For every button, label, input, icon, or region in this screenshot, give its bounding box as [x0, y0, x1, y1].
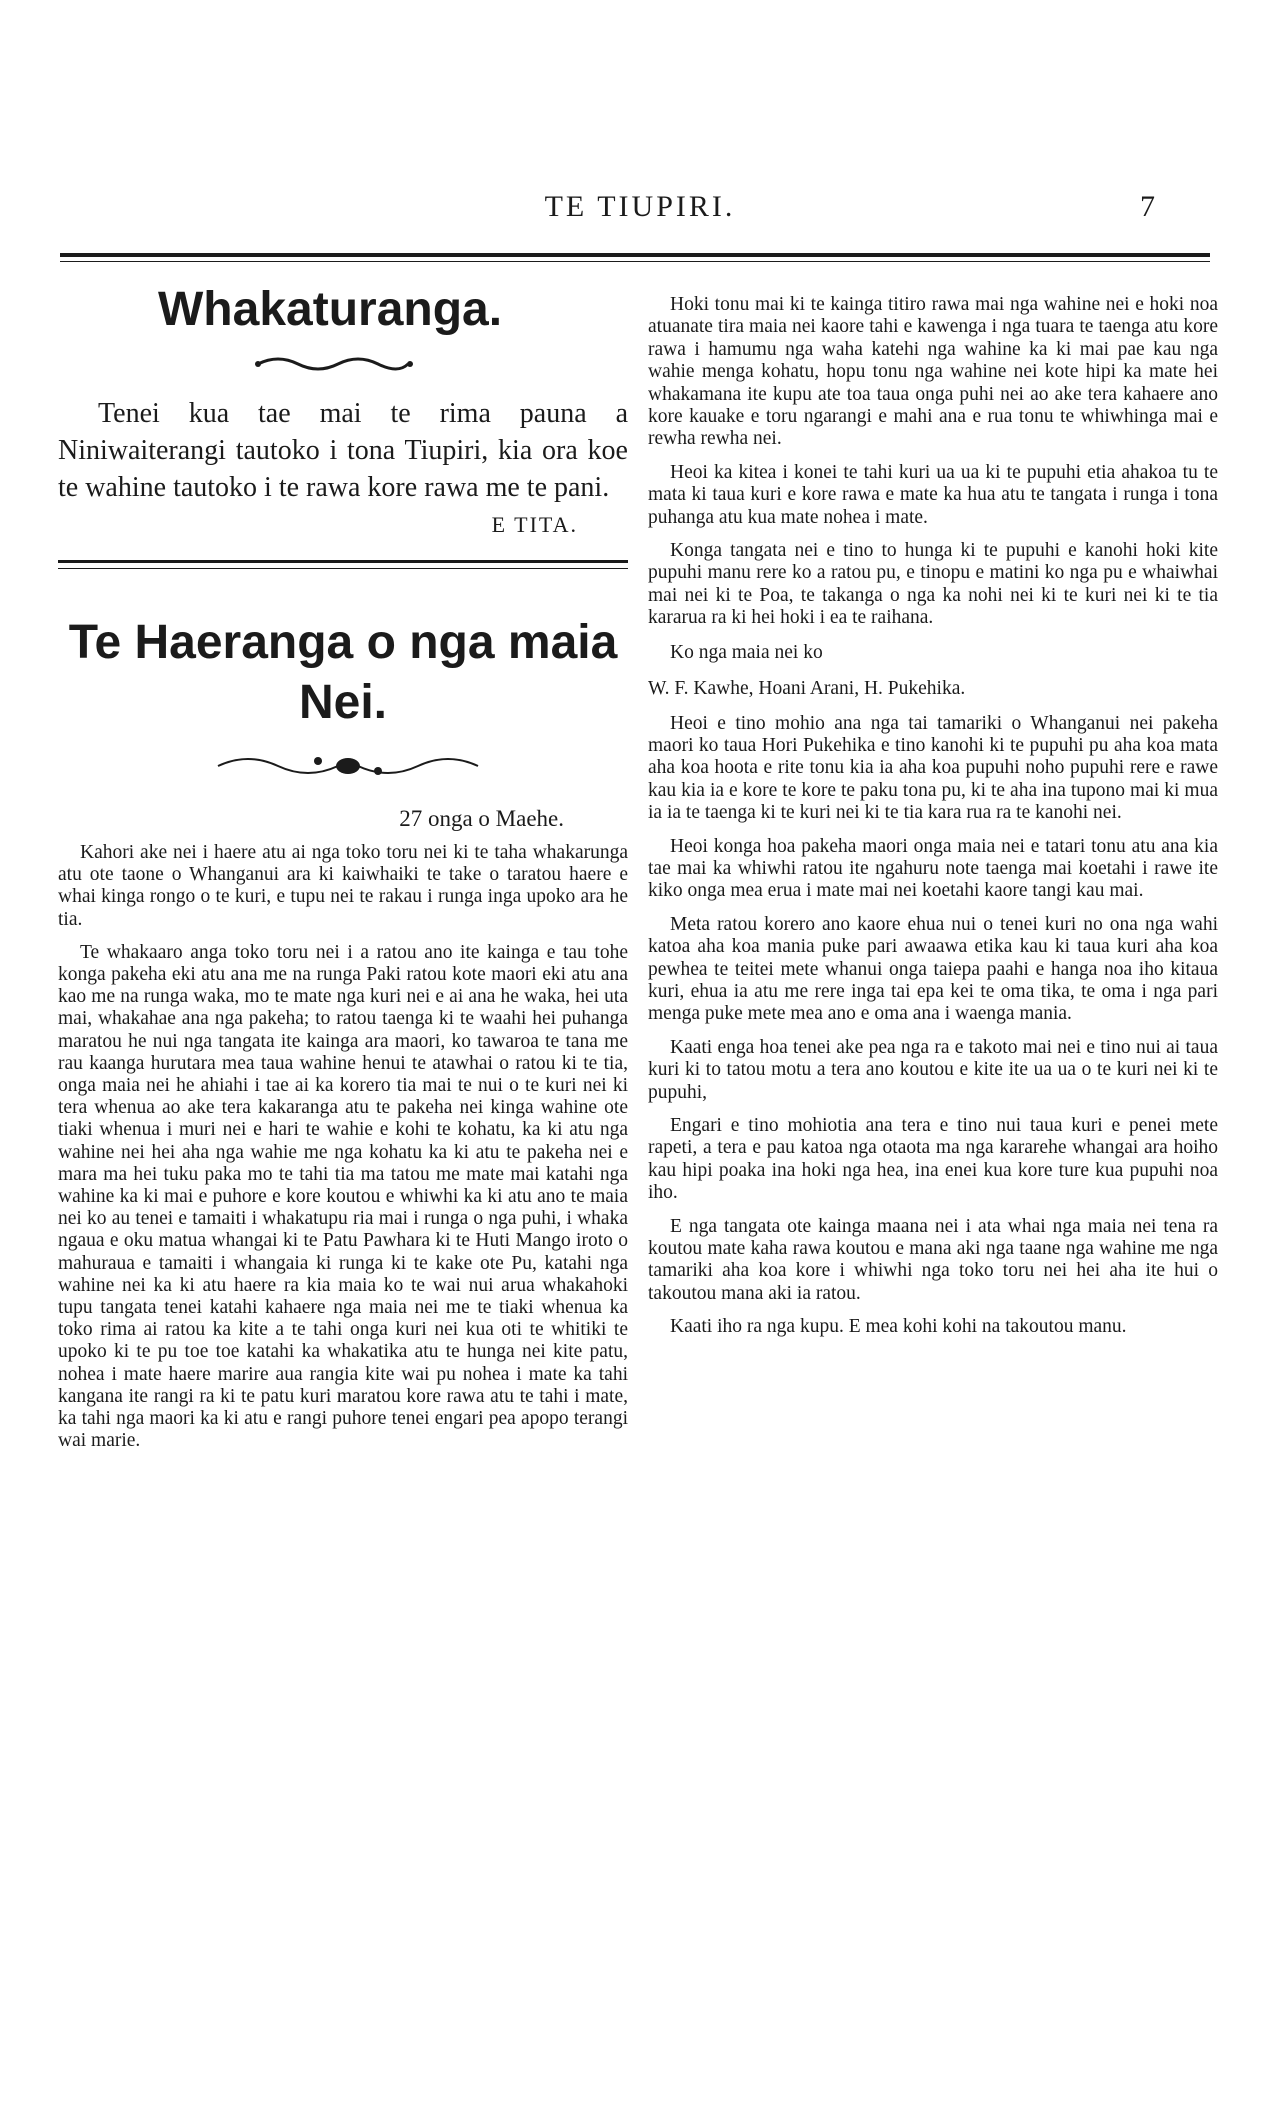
right-column: [648, 294, 1218, 1350]
article-paragraph: Heoi ka kitea i konei te tahi kuri ua ua ki te pupuhi etia ahakoa tu te mata ki taua kuri e kore rawa e mate ka hua atu te tangata i runga i tona puhanga atu kua mate nohea i mate.: [648, 461, 1218, 528]
page-number: 7: [1140, 190, 1155, 223]
signoff-names: W. F. Kawhe, Hoani Arani, H. Pukehika.: [648, 678, 966, 700]
dateline: 27 onga o Maehe.: [399, 806, 564, 831]
left-column: [58, 282, 628, 1463]
swash-ornament-icon: [58, 352, 628, 376]
article-paragraph: Kaati enga hoa tenei ake pea nga ra e takoto mai nei e tino nui ai taua kuri ki to tatou motu a tera ano koutou e kite ite ua ua o te kuri nei ki te pupuhi,: [648, 1036, 1218, 1103]
article-heading: Te Haeranga o nga maia Nei.: [68, 616, 618, 729]
running-title: TE TIUPIRI.: [544, 190, 736, 223]
notice-signature: E TITA.: [491, 512, 578, 537]
floral-ornament-icon: [208, 751, 488, 781]
article-paragraph: Kahori ake nei i haere atu ai nga toko toru nei ki te taha whakarunga atu ote taone o Whanganui ara ki kaiwhaiki te take o taratou haere e whai kinga rongo o te kuri, e tupu nei te rakau i runga inga upoko ara he tia.: [58, 842, 628, 930]
notice-heading: Whakaturanga.: [158, 283, 503, 336]
article-paragraph: Meta ratou korero ano kaore ehua nui o tenei kuri no ona nga wahi katoa aha koa mania puke pari awaawa etika kau ki taua kuri aha koa pewhea te teitei mete whanui onga taiepa paahi e hanga noa iho kitaua kuri, ehua ia atu me rere inga tai epa kei te oma tika, te oma i nga pari menga puke mete mea ano e oma ana i waenga mania.: [648, 913, 1218, 1025]
article-paragraph: Engari e tino mohiotia ana tera e tino nui taua kuri e penei mete rapeti, a tera e pau katoa nga otaota ma nga kararehe whangai ara hoiho kau hipi poaka ina hoki nga hea, ina enei kua kore ture kua pupuhi noa iho.: [648, 1115, 1218, 1204]
article-paragraph: Hoki tonu mai ki te kainga titiro rawa mai nga wahine nei e hoki noa atuanate tira maia nei kaore tahi e kawenga i nga tuara te taenga atu kore rawa i hamumu nga waha katehi nga wahine ka ki mai pae kau nga wahie menga kohatu, hopu tonu nga wahine nei kote hipi ka mate hei whakamana ite kupu ate toa taua onga puhi nei ao ake tera kahaere ano kore kauake e toru ngarangi e mahi ana e rua tonu te whiwhinga mai e rewha rewha nei.: [648, 294, 1218, 450]
article-paragraph: E nga tangata ote kainga maana nei i ata whai nga maia nei tena ra koutou mate kaha rawa koutou e mana aki nga taane nga wahine me nga tamariki aha koa kore i whiwhi nga toko toru nei hei aha ite hui o takoutou mana aki ia ratou.: [648, 1215, 1218, 1304]
signoff-label: Ko nga maia nei ko: [670, 641, 823, 663]
section-rule: [58, 560, 628, 563]
section-rule-thin: [58, 568, 628, 569]
article-paragraph: Konga tangata nei e tino to hunga ki te pupuhi e kanohi hoki kite pupuhi manu rere ko a ratou pu, e tinopu e matini ko nga pu e whaiwhai mai nei ki te Poa, te takanga o nga ka nohi nei ki te kuri nei ki te tia kararua ra ki hei hoki i ea te raihana.: [648, 540, 1218, 629]
article-paragraph: Heoi konga hoa pakeha maori onga maia nei e tatari tonu atu ana kia tae mai ka whiwhi ratou ite ngahuru note taenga mai koetahi i rawe ite kiko onga mea erua i mate mai nei koetahi kaore tangi kau mai.: [648, 835, 1218, 902]
article-paragraph: Heoi e tino mohio ana nga tai tamariki o Whanganui nei pakeha maori ko taua Hori Pukehika e tino kanohi ki te pupuhi pu aha koa mata aha koa hoota e rite tonu kia ia aha koa pupuhi noho pupuhi rere e rawe kau kia ia e kore te kore te paku tona pu, ki te aha ina tupono mai ki mua ia ia te taenga ki te kuri nei ki te tia kara rua ra te kanohi nei.: [648, 712, 1218, 824]
article-paragraph: Te whakaaro anga toko toru nei i a ratou ano ite kainga e tau tohe konga pakeha eki atu ana me na runga Paki ratou kote maori eki atu ana kao me na runga waka, mo te mate nga kuri nei e ai ana he waka, hei uta mai, whakahae ana nga pakeha; to ratou taenga ki te waahi hei puhanga maratou he nui nga tangata ite kainga ara maori, ko tawaroa te tana me rau kaanga hurutara mea taua wahine henui te atawhai o ratou ki te tia, onga maia nei he ahiahi i tae ai ka korero tia mai te nui o te kuri nei ki tera whenua ao ake tera kakaranga atu te pakeha nei kinga wahine ote tiaki whenua i muri nei e hari te wahie e kohi te kohatu, ka ki atu nga wahine nei hei aha nga wahie me nga kohatu ka ki atu te pakeha nei e mara ma hei tuku paka mo te tahi tia ma tatou me mate mai katahi nga wahine ka ki mai e puhore e kore koutou e whiwhi ka ki atu ano te maia nei ko au tenei e tamaiti i whakatupu ria mai i runga o nga puhi, i whaka ngaua e oku matua whangai ki te Patu Pawhara ki te Huti Mango iroto o mahuraua e tamaiti i whangaia ki runga ki te kake ote Pu, katahi nga wahine nei ka ki atu haere ra kia maia ko te wai nui arua whakahoki tupu tangata tenei katahi kahaere nga maia nei me te tiaki whenua ka toko rima ai ratou ka kite a te tahi onga kuri nei kua oti te whitiki te upoko ki te pu toe toe katahi ka whakatika atu te hunga nei kite patu, nohea i mate haere marire aua rangia kite wai pu nohea i mate ka tahi kangana ite rangi ra ki te patu kuri maratou kore rawa atu te tahi i mate, ka tahi nga maori ka ki atu e rangi puhore tenei engari pea apopo terangi wai marie.: [58, 941, 628, 1452]
notice-text: Tenei kua tae mai te rima pauna a Niniwaiterangi tautoko i tona Tiupiri, kia ora koe te wahine tautoko i te rawa kore rawa me te pani.: [58, 398, 628, 503]
header-rule-thin: [60, 261, 1210, 262]
header-rule: [60, 253, 1210, 257]
article-paragraph: Kaati iho ra nga kupu. E mea kohi kohi na takoutou manu.: [670, 1316, 1127, 1338]
